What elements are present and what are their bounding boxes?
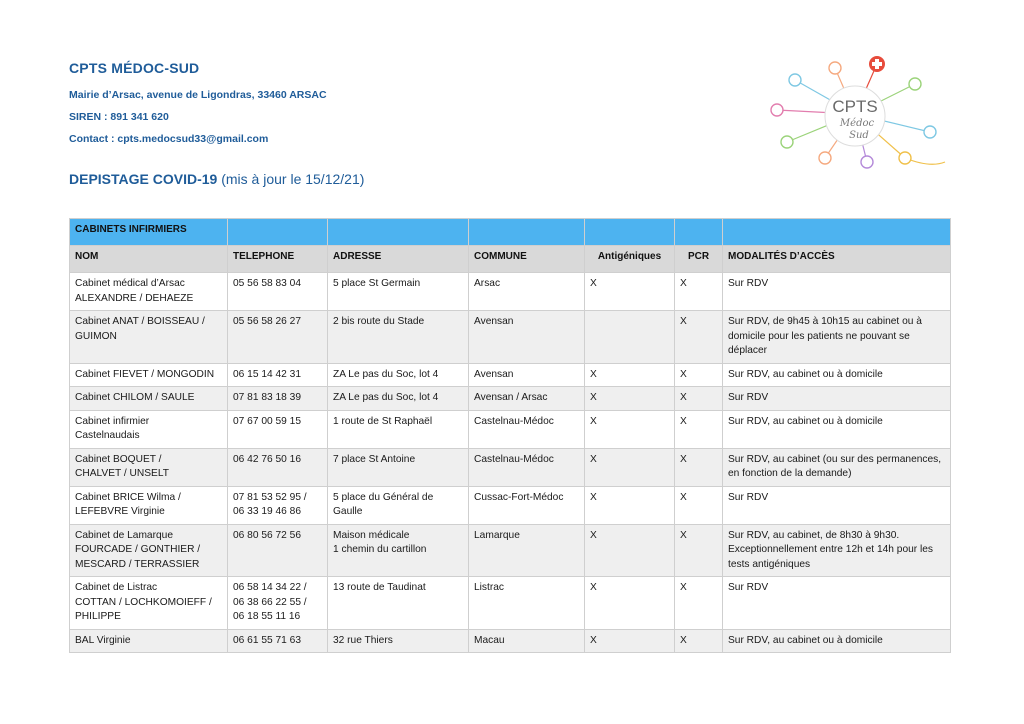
cell-adresse <box>328 410 469 448</box>
cell-commune: Listrac <box>469 577 585 630</box>
cell-nom-line: GUIMON <box>75 330 117 342</box>
cell-nom-line: ALEXANDRE / DEHAEZE <box>75 292 194 304</box>
org-siren: SIREN : 891 341 620 <box>69 111 169 123</box>
cell-adresse <box>328 629 469 653</box>
col-header-telephone: TELEPHONE <box>228 246 328 273</box>
cell-telephone <box>228 273 328 311</box>
cell-nom-line: Cabinet ANAT / BOISSEAU / <box>75 316 205 327</box>
cell-telephone-line: 06 38 66 22 55 / <box>233 596 307 608</box>
cell-nom-line: Cabinet BOQUET / <box>75 453 162 465</box>
cell-nom-line: LEFEBVRE Virginie <box>75 506 165 517</box>
logo-text-sud: Sud <box>849 130 869 141</box>
cell-nom-line: CHALVET / UNSELT <box>75 468 169 479</box>
cell-pcr: X <box>675 577 723 630</box>
section-header-row <box>70 219 951 246</box>
cell-modalites: Sur RDV, au cabinet ou à domicile <box>723 363 951 387</box>
cell-pcr: X <box>675 524 723 577</box>
cell-adresse <box>328 577 469 630</box>
table-row <box>70 629 951 653</box>
cell-nom-line: Cabinet CHILOM / SAULE <box>75 392 195 403</box>
cell-telephone <box>228 577 328 630</box>
cell-modalites: Sur RDV, au cabinet (ou sur des permanences, en fonction de la demande) <box>723 448 951 486</box>
col-header-pcr: PCR <box>675 246 723 273</box>
cell-adresse-line: 32 rue Thiers <box>333 634 393 646</box>
cell-telephone <box>228 410 328 448</box>
cell-antigeniques: X <box>585 577 675 630</box>
table-row <box>70 524 951 577</box>
cell-commune: Cussac-Fort-Médoc <box>469 486 585 524</box>
document-title <box>69 171 364 187</box>
cell-adresse-line: Maison médicale <box>333 529 410 541</box>
cell-adresse <box>328 311 469 364</box>
cell-adresse <box>328 524 469 577</box>
logo-text-cpts: CPTS <box>832 97 878 116</box>
cell-telephone <box>228 311 328 364</box>
col-header-antigeniques: Antigéniques <box>585 246 675 273</box>
cell-modalites: Sur RDV, au cabinet, de 8h30 à 9h30. Exceptionnellement entre 12h et 14h pour les tests antigéniques <box>723 524 951 577</box>
cell-pcr: X <box>675 448 723 486</box>
cell-modalites: Sur RDV, au cabinet ou à domicile <box>723 410 951 448</box>
cell-commune: Macau <box>469 629 585 653</box>
cell-pcr: X <box>675 311 723 364</box>
cell-pcr: X <box>675 363 723 387</box>
cell-telephone-line: 06 18 55 11 16 <box>233 611 301 622</box>
cell-adresse-line: 1 chemin du cartillon <box>333 544 427 555</box>
cell-nom-line: Cabinet FIEVET / MONGODIN <box>75 368 215 380</box>
cell-adresse-line: 2 bis route du Stade <box>333 316 425 327</box>
cell-antigeniques: X <box>585 524 675 577</box>
cell-telephone <box>228 524 328 577</box>
cell-adresse <box>328 448 469 486</box>
cell-telephone-line: 06 61 55 71 63 <box>233 634 301 646</box>
col-header-adresse: ADRESSE <box>328 246 469 273</box>
cell-antigeniques: X <box>585 629 675 653</box>
table-row <box>70 577 951 630</box>
cell-adresse <box>328 387 469 411</box>
cell-nom <box>70 410 228 448</box>
cell-adresse-line: 1 route de St Raphaël <box>333 415 433 427</box>
cell-telephone-line: 05 56 58 83 04 <box>233 278 301 289</box>
cell-telephone-line: 07 67 00 59 15 <box>233 415 301 427</box>
cell-pcr: X <box>675 410 723 448</box>
cell-telephone-line: 05 56 58 26 27 <box>233 316 301 327</box>
cell-modalites: Sur RDV <box>723 273 951 311</box>
org-contact: Contact : cpts.medocsud33@gmail.com <box>69 133 269 145</box>
cell-antigeniques: X <box>585 273 675 311</box>
cell-adresse <box>328 486 469 524</box>
cell-nom-line: FOURCADE / GONTHIER / <box>75 544 201 555</box>
document-title-date: (mis à jour le 15/12/21) <box>221 171 365 187</box>
table-row <box>70 363 951 387</box>
cell-nom-line: Cabinet infirmier <box>75 415 150 427</box>
cell-nom-line: MESCARD / TERRASSIER <box>75 558 200 570</box>
cell-nom <box>70 273 228 311</box>
cell-nom <box>70 448 228 486</box>
table-row <box>70 410 951 448</box>
cell-antigeniques: X <box>585 363 675 387</box>
column-header-row <box>70 246 951 273</box>
cell-nom <box>70 524 228 577</box>
cell-adresse-line: 5 place du Général de <box>333 491 434 503</box>
cell-nom-line: Cabinet médical d’Arsac <box>75 278 185 289</box>
cell-commune: Lamarque <box>469 524 585 577</box>
cell-antigeniques: X <box>585 410 675 448</box>
cell-antigeniques: X <box>585 448 675 486</box>
cell-pcr: X <box>675 629 723 653</box>
cell-commune: Castelnau-Médoc <box>469 448 585 486</box>
cell-telephone <box>228 486 328 524</box>
col-header-nom: NOM <box>70 246 228 273</box>
cell-adresse-line: ZA Le pas du Soc, lot 4 <box>333 392 439 403</box>
cell-adresse-line: 13 route de Taudinat <box>333 582 426 593</box>
cell-nom <box>70 577 228 630</box>
medical-cross-icon <box>869 56 885 72</box>
cell-modalites: Sur RDV <box>723 577 951 630</box>
org-name: CPTS MÉDOC-SUD <box>69 60 200 76</box>
cell-pcr: X <box>675 387 723 411</box>
table-row <box>70 311 951 364</box>
cell-modalites: Sur RDV, au cabinet ou à domicile <box>723 629 951 653</box>
cell-telephone-line: 07 81 83 18 39 <box>233 392 301 403</box>
cell-commune: Avensan <box>469 311 585 364</box>
cell-commune: Castelnau-Médoc <box>469 410 585 448</box>
table-row <box>70 273 951 311</box>
cell-telephone-line: 06 58 14 34 22 / <box>233 582 307 593</box>
depistage-table <box>69 218 951 653</box>
cell-nom-line: BAL Virginie <box>75 634 131 646</box>
cell-nom <box>70 629 228 653</box>
table-row <box>70 448 951 486</box>
cell-commune: Avensan / Arsac <box>469 387 585 411</box>
cell-adresse-line: 5 place St Germain <box>333 278 421 289</box>
cell-nom-line: PHILIPPE <box>75 611 121 622</box>
cell-adresse <box>328 363 469 387</box>
cell-modalites: Sur RDV <box>723 387 951 411</box>
cell-adresse <box>328 273 469 311</box>
cell-telephone-line: 07 81 53 52 95 / <box>233 491 307 503</box>
cell-telephone <box>228 387 328 411</box>
table-row <box>70 486 951 524</box>
cell-nom <box>70 486 228 524</box>
org-address: Mairie d’Arsac, avenue de Ligondras, 33460 ARSAC <box>69 89 327 101</box>
cell-telephone <box>228 363 328 387</box>
cell-telephone-line: 06 80 56 72 56 <box>233 529 301 541</box>
cell-nom-line: COTTAN / LOCHKOMOIEFF / <box>75 596 212 608</box>
cell-antigeniques: X <box>585 486 675 524</box>
cell-nom <box>70 363 228 387</box>
document-title-main: DEPISTAGE COVID-19 <box>69 171 218 187</box>
org-header <box>69 60 327 155</box>
cell-telephone <box>228 629 328 653</box>
logo-text-medoc: Médoc <box>839 118 875 129</box>
cell-adresse-line: 7 place St Antoine <box>333 453 416 465</box>
section-title: CABINETS INFIRMIERS <box>70 219 228 246</box>
cell-nom <box>70 311 228 364</box>
table-row <box>70 387 951 411</box>
cell-nom <box>70 387 228 411</box>
cell-telephone <box>228 448 328 486</box>
cell-commune: Avensan <box>469 363 585 387</box>
cell-antigeniques: X <box>585 387 675 411</box>
col-header-commune: COMMUNE <box>469 246 585 273</box>
cell-antigeniques <box>585 311 675 364</box>
cell-adresse-line: Gaulle <box>333 506 363 517</box>
cell-nom-line: Castelnaudais <box>75 430 140 441</box>
col-header-modalites: MODALITÉS D’ACCÈS <box>723 246 951 273</box>
cell-commune: Arsac <box>469 273 585 311</box>
cell-modalites: Sur RDV, de 9h45 à 10h15 au cabinet ou à domicile pour les patients ne pouvant se déplacer <box>723 311 951 364</box>
cell-pcr: X <box>675 486 723 524</box>
cell-telephone-line: 06 15 14 42 31 <box>233 368 301 380</box>
cell-telephone-line: 06 33 19 46 86 <box>233 506 301 517</box>
cell-nom-line: Cabinet de Lamarque <box>75 529 173 541</box>
cell-adresse-line: ZA Le pas du Soc, lot 4 <box>333 368 439 380</box>
cell-nom-line: Cabinet de Listrac <box>75 582 158 593</box>
cell-nom-line: Cabinet BRICE Wilma / <box>75 491 181 503</box>
cell-modalites: Sur RDV <box>723 486 951 524</box>
cell-pcr: X <box>675 273 723 311</box>
cell-telephone-line: 06 42 76 50 16 <box>233 453 301 465</box>
cpts-logo <box>755 50 950 178</box>
